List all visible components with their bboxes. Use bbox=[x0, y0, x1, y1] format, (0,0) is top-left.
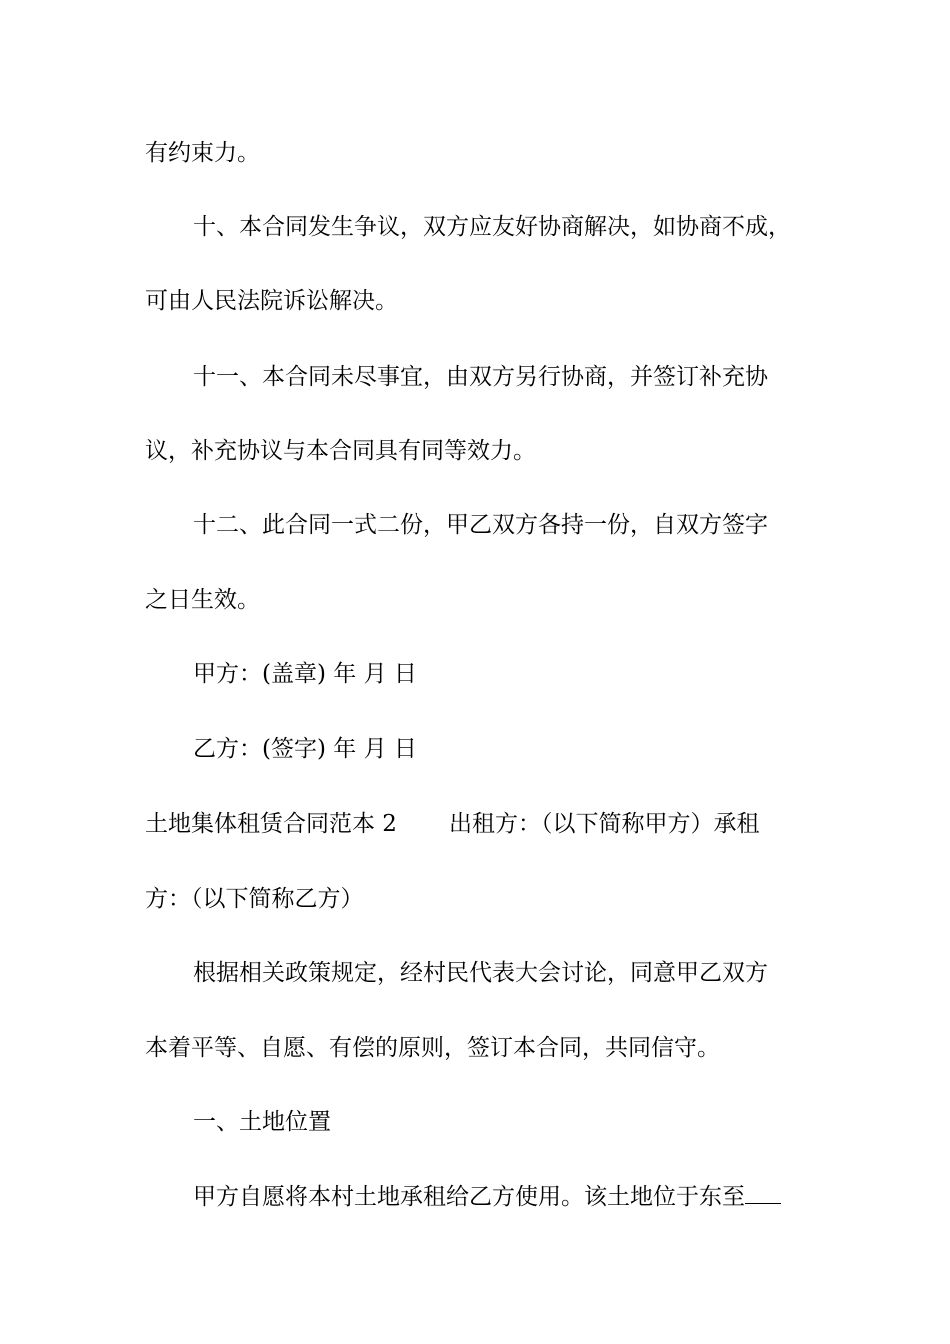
section-heading-land-location: 一、土地位置 bbox=[193, 1109, 331, 1135]
lessor-label: 出租方：（以下简称甲方）承租 bbox=[448, 811, 760, 837]
text-line-5: 议，补充协议与本合同具有同等效力。 bbox=[145, 438, 536, 464]
text-line-1: 有约束力。 bbox=[145, 140, 260, 166]
contract-title: 土地集体租赁合同范本 2 bbox=[145, 811, 397, 837]
text-line-13 bbox=[193, 1182, 781, 1212]
text-line-3: 可由人民法院诉讼解决。 bbox=[145, 288, 398, 314]
text-line-10: 根据相关政策规定，经村民代表大会讨论，同意甲乙双方 bbox=[193, 960, 768, 986]
text-line-4: 十一、本合同未尽事宜，由双方另行协商，并签订补充协 bbox=[193, 364, 768, 390]
text-line-2: 十、本合同发生争议，双方应友好协商解决，如协商不成， bbox=[193, 214, 791, 240]
text-line-7: 之日生效。 bbox=[145, 587, 260, 613]
section-title-line bbox=[145, 809, 759, 839]
land-location-text: 甲方自愿将本村土地承租给乙方使用。该土地位于东至 bbox=[193, 1184, 745, 1210]
signature-line-party-b: 乙方：(签字) 年 月 日 bbox=[193, 736, 417, 762]
text-line-11: 本着平等、自愿、有偿的原则，签订本合同，共同信守。 bbox=[145, 1035, 720, 1061]
text-line-lessee: 方：（以下简称乙方） bbox=[145, 886, 364, 912]
text-line-6: 十二、此合同一式二份，甲乙双方各持一份，自双方签字 bbox=[193, 512, 768, 538]
signature-line-party-a: 甲方：(盖章) 年 月 日 bbox=[193, 661, 417, 687]
fill-in-blank bbox=[745, 1183, 781, 1204]
